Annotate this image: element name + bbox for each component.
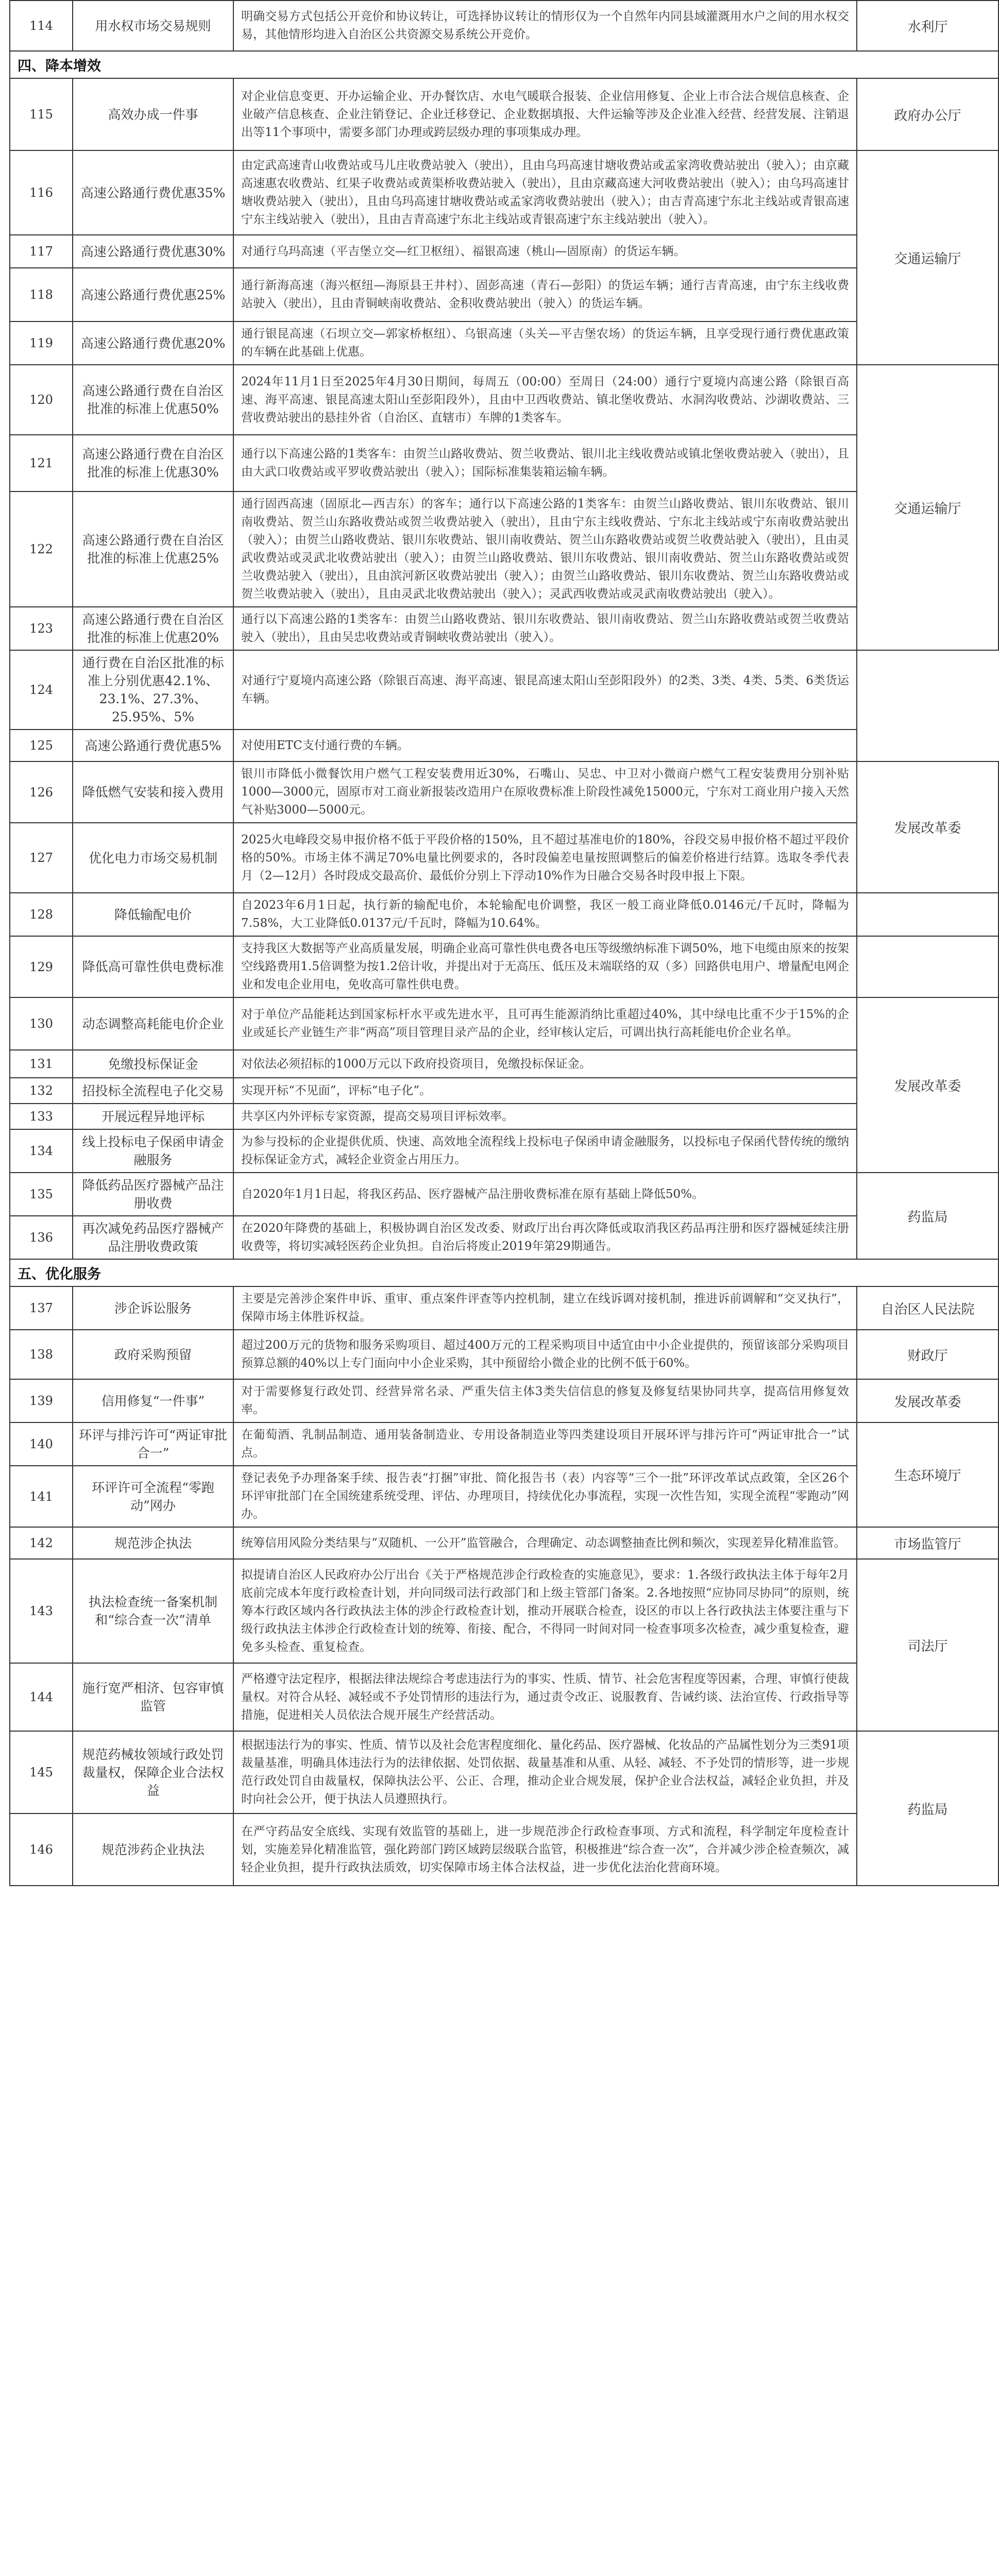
item-number: 126 <box>10 761 73 823</box>
item-number: 119 <box>10 321 73 365</box>
table-row <box>10 1050 998 1078</box>
item-content: 在葡萄酒、乳制品制造、通用装备制造业、专用设备制造业等四类建设项目开展环评与排污许可“两证审批合一”试点。 <box>233 1422 857 1466</box>
section-title: 四、降本增效 <box>10 51 998 78</box>
table-row <box>10 1527 998 1559</box>
table-row <box>10 365 998 435</box>
table-row <box>10 268 998 321</box>
item-content: 统筹信用风险分类结果与“双随机、一公开”监管融合，合理确定、动态调整抽查比例和频次，实现差异化精准监管。 <box>233 1527 857 1559</box>
item-name: 降低药品医疗器械产品注册收费 <box>73 1173 233 1216</box>
item-number: 144 <box>10 1663 73 1731</box>
item-number: 143 <box>10 1559 73 1663</box>
item-content: 明确交易方式包括公开竞价和协议转让，可选择协议转让的情形仅为一个自然年内同县域灌溉用水户之间的用水权交易，其他情形均进入自治区公共资源交易系统公开竞价。 <box>233 1 857 51</box>
table-row <box>10 761 998 823</box>
item-content: 共享区内外评标专家资源，提高交易项目评标效率。 <box>233 1104 857 1129</box>
responsible-department: 交通运输厅 <box>857 150 998 365</box>
responsible-department: 自治区人民法院 <box>857 1286 998 1330</box>
table-row <box>10 492 998 607</box>
table-row <box>10 235 998 268</box>
item-name: 信用修复“一件事” <box>73 1379 233 1422</box>
item-number: 124 <box>10 650 73 730</box>
item-number: 115 <box>10 78 73 150</box>
item-name: 线上投标电子保函申请金融服务 <box>73 1129 233 1173</box>
item-name: 高速公路通行费在自治区批准的标准上优惠30% <box>73 435 233 492</box>
item-number: 114 <box>10 1 73 51</box>
item-number: 121 <box>10 435 73 492</box>
item-number: 133 <box>10 1104 73 1129</box>
item-content: 对使用ETC支付通行费的车辆。 <box>233 730 857 761</box>
responsible-department: 水利厅 <box>857 1 998 51</box>
responsible-department: 财政厅 <box>857 1330 998 1379</box>
item-content: 实现开标“不见面”，评标“电子化”。 <box>233 1078 857 1104</box>
item-content: 严格遵守法定程序，根据法律法规综合考虑违法行为的事实、性质、情节、社会危害程度等因素，合理、审慎行使裁量权。对符合从轻、减轻或不予处罚情形的违法行为，通过责令改正、说服教育、告诫约谈、法治宣传、行政指导等措施，促进相关人员依法合规开展生产经营活动。 <box>233 1663 857 1731</box>
item-number: 137 <box>10 1286 73 1330</box>
item-content: 通行以下高速公路的1类客车：由贺兰山路收费站、银川东收费站、银川南收费站、贺兰山东路收费站或贺兰收费站驶入（驶出），且由吴忠收费站或青铜峡收费站驶出（驶入）。 <box>233 607 857 650</box>
item-number: 128 <box>10 893 73 936</box>
item-name: 免缴投标保证金 <box>73 1050 233 1078</box>
item-content: 通行固西高速（固原北—西吉东）的客车；通行以下高速公路的1类客车：由贺兰山路收费站、银川东收费站、银川南收费站、贺兰山东路收费站或贺兰收费站驶入（驶出），且由宁东主线收费站、宁东北主线站或宁东南收费站驶出（驶入）；由贺兰山路收费站、银川东收费站、银川南收费站、贺兰山东路收费站或贺兰收费站驶入（驶出），且由灵武收费站或灵武北收费站驶出（驶入）；由贺兰山路收费站、银川东收费站、银川南收费站、贺兰山东路收费站或贺兰收费站驶入（驶出），且由滨河新区收费站驶出（驶入）；由贺兰山路收费站、银川东收费站、贺兰山东路收费站或贺兰收费站驶入（驶出），且由灵武北收费站驶出（驶入）；灵武西收费站或灵武南收费站驶出（驶入）。 <box>233 492 857 607</box>
item-number: 138 <box>10 1330 73 1379</box>
item-name: 降低燃气安装和接入费用 <box>73 761 233 823</box>
table-row <box>10 1559 998 1663</box>
table-row <box>10 78 998 150</box>
item-number: 122 <box>10 492 73 607</box>
responsible-department: 药监局 <box>857 1731 998 1886</box>
item-number: 118 <box>10 268 73 321</box>
item-content: 银川市降低小微餐饮用户燃气工程安装费用近30%，石嘴山、吴忠、中卫对小微商户燃气工程安装费用分别补贴1000—3000元，固原市对工商业新报装改造用户在原收费标准上阶段性减免15000元，宁东对工商业用户接入天然气补贴3000—5000元。 <box>233 761 857 823</box>
table-row <box>10 607 998 650</box>
item-content: 对于需要修复行政处罚、经营异常名录、严重失信主体3类失信信息的修复及修复结果协同共享，提高信用修复效率。 <box>233 1379 857 1422</box>
item-name: 高速公路通行费优惠20% <box>73 321 233 365</box>
table-row <box>10 1814 998 1886</box>
item-content: 由定武高速青山收费站或马儿庄收费站驶入（驶出），且由乌玛高速甘塘收费站或孟家湾收费站驶出（驶入）；由京藏高速惠农收费站、红果子收费站或黄渠桥收费站驶入（驶出），且由京藏高速大河收费站驶出（驶入）；由乌玛高速甘塘收费站驶入（驶出），且由乌玛高速甘塘收费站或孟家湾收费站驶出（驶入）；由吉青高速宁东北主线站或青银高速宁东主线站驶入（驶出），且由吉青高速宁东北主线站或青银高速宁东主线站驶出（驶入）。 <box>233 150 857 235</box>
responsible-department: 生态环境厅 <box>857 1422 998 1527</box>
table-row <box>10 1216 998 1259</box>
item-name: 环评与排污许可“两证审批合一” <box>73 1422 233 1466</box>
table-row <box>10 1286 998 1330</box>
item-name: 规范涉药企业执法 <box>73 1814 233 1886</box>
responsible-department: 市场监管厅 <box>857 1527 998 1559</box>
item-content: 2024年11月1日至2025年4月30日期间，每周五（00:00）至周日（24:00）通行宁夏境内高速公路（除银百高速、海平高速、银昆高速太阳山至彭阳段外），且由中卫西收费站、镇北堡收费站、水洞沟收费站、沙湖收费站、三营收费站驶出的悬挂外省（自治区、直辖市）车牌的1类客车。 <box>233 365 857 435</box>
responsible-department <box>857 893 998 936</box>
table-row <box>10 730 998 761</box>
item-name: 规范涉企执法 <box>73 1527 233 1559</box>
item-number: 116 <box>10 150 73 235</box>
item-name: 高速公路通行费优惠5% <box>73 730 233 761</box>
item-name: 优化电力市场交易机制 <box>73 823 233 893</box>
item-name: 招投标全流程电子化交易 <box>73 1078 233 1104</box>
item-content: 自2020年1月1日起，将我区药品、医疗器械产品注册收费标准在原有基础上降低50%。 <box>233 1173 857 1216</box>
table-row <box>10 997 998 1050</box>
table-row <box>10 936 998 997</box>
item-name: 开展远程异地评标 <box>73 1104 233 1129</box>
item-name: 涉企诉讼服务 <box>73 1286 233 1330</box>
item-name: 降低高可靠性供电费标准 <box>73 936 233 997</box>
item-name: 再次减免药品医疗器械产品注册收费政策 <box>73 1216 233 1259</box>
item-content: 对依法必须招标的1000万元以下政府投资项目，免缴投标保证金。 <box>233 1050 857 1078</box>
section-header-row <box>10 51 998 78</box>
item-content: 对企业信息变更、开办运输企业、开办餐饮店、水电气暖联合报装、企业信用修复、企业上市合法合规信息核查、企业破产信息核查、企业注销登记、企业迁移登记、企业数据填报、大件运输等涉及企业准入经营、经营发展、注销退出等11个事项中，需要多部门办理或跨层级办理的事项集成办理。 <box>233 78 857 150</box>
item-number: 129 <box>10 936 73 997</box>
item-content: 通行新海高速（海兴枢纽—海原县王井村）、固彭高速（青石—彭阳）的货运车辆；通行吉青高速，由宁东主线收费站驶入（驶出），且由青铜峡南收费站、金积收费站驶出（驶入）的货运车辆。 <box>233 268 857 321</box>
item-number: 132 <box>10 1078 73 1104</box>
item-name: 高速公路通行费在自治区批准的标准上优惠20% <box>73 607 233 650</box>
item-number: 127 <box>10 823 73 893</box>
section-header-row <box>10 1259 998 1286</box>
table-row <box>10 1 998 51</box>
table-row <box>10 435 998 492</box>
item-number: 140 <box>10 1422 73 1466</box>
table-row <box>10 1173 998 1216</box>
table-row <box>10 1104 998 1129</box>
table-row <box>10 823 998 893</box>
table-row <box>10 1466 998 1527</box>
table-row <box>10 1663 998 1731</box>
item-name: 政府采购预留 <box>73 1330 233 1379</box>
table-row <box>10 321 998 365</box>
item-number: 130 <box>10 997 73 1050</box>
policy-table <box>9 0 999 1886</box>
item-name: 通行费在自治区批准的标准上分别优惠42.1%、23.1%、27.3%、25.95%、5% <box>73 650 233 730</box>
responsible-department: 药监局 <box>857 1173 998 1259</box>
table-row <box>10 1422 998 1466</box>
item-content: 对于单位产品能耗达到国家标杆水平或先进水平，且可再生能源消纳比重超过40%，其中绿电比重不少于15%的企业或延长产业链生产非“两高”项目管理目录产品的企业，经审核认定后，可调出执行高耗能电价企业名单。 <box>233 997 857 1050</box>
item-name: 用水权市场交易规则 <box>73 1 233 51</box>
item-content: 在2020年降费的基础上，积极协调自治区发改委、财政厅出台再次降低或取消我区药品再注册和医疗器械延续注册收费等，将切实减轻医药企业负担。自治后将废止2019年第29期通告。 <box>233 1216 857 1259</box>
item-name: 动态调整高耗能电价企业 <box>73 997 233 1050</box>
item-number: 131 <box>10 1050 73 1078</box>
item-number: 117 <box>10 235 73 268</box>
item-name: 高效办成一件事 <box>73 78 233 150</box>
item-content: 通行以下高速公路的1类客车：由贺兰山路收费站、贺兰收费站、银川北主线收费站或镇北堡收费站驶入（驶出），且由大武口收费站或平罗收费站驶出（驶入）；国际标准集装箱运输车辆。 <box>233 435 857 492</box>
item-name: 高速公路通行费在自治区批准的标准上优惠25% <box>73 492 233 607</box>
table-row <box>10 150 998 235</box>
item-content: 超过200万元的货物和服务采购项目、超过400万元的工程采购项目中适宜由中小企业提供的，预留该部分采购项目预算总额的40%以上专门面向中小企业采购，其中预留给小微企业的比例不低于60%。 <box>233 1330 857 1379</box>
item-number: 135 <box>10 1173 73 1216</box>
item-number: 134 <box>10 1129 73 1173</box>
item-name: 降低输配电价 <box>73 893 233 936</box>
item-content: 支持我区大数据等产业高质量发展，明确企业高可靠性供电费各电压等级缴纳标准下调50%，地下电缆由原来的按架空线路费用1.5倍调整为按1.2倍计收，并提出对于无高压、低压及末端联络的双（多）回路供电用户、增量配电网企业和发电企业用电，免收高可靠性供电费。 <box>233 936 857 997</box>
responsible-department: 司法厅 <box>857 1559 998 1731</box>
item-name: 环评许可全流程“零跑动”网办 <box>73 1466 233 1527</box>
table-row <box>10 1379 998 1422</box>
responsible-department: 政府办公厅 <box>857 78 998 150</box>
item-number: 142 <box>10 1527 73 1559</box>
item-number: 125 <box>10 730 73 761</box>
responsible-department: 发展改革委 <box>857 997 998 1173</box>
item-name: 施行宽严相济、包容审慎监管 <box>73 1663 233 1731</box>
item-name: 高速公路通行费优惠30% <box>73 235 233 268</box>
item-number: 141 <box>10 1466 73 1527</box>
item-content: 在严守药品安全底线、实现有效监管的基础上，进一步规范涉企行政检查事项、方式和流程，科学制定年度检查计划，实施差异化精准监管，强化跨部门跨区域跨层级联合监管，积极推进“综合查一次”，合并减少涉企检查频次，减轻企业负担，提升行政执法质效，切实保障市场主体合法权益，进一步优化法治化营商环境。 <box>233 1814 857 1886</box>
item-name: 高速公路通行费优惠35% <box>73 150 233 235</box>
table-row <box>10 1731 998 1814</box>
item-number: 123 <box>10 607 73 650</box>
item-number: 139 <box>10 1379 73 1422</box>
item-content: 对通行宁夏境内高速公路（除银百高速、海平高速、银昆高速太阳山至彭阳段外）的2类、3类、4类、5类、6类货运车辆。 <box>233 650 857 730</box>
item-name: 规范药械妆领域行政处罚裁量权，保障企业合法权益 <box>73 1731 233 1814</box>
section-title: 五、优化服务 <box>10 1259 998 1286</box>
item-content: 对通行乌玛高速（平吉堡立交—红卫枢纽）、福银高速（桃山—固原南）的货运车辆。 <box>233 235 857 268</box>
item-name: 高速公路通行费在自治区批准的标准上优惠50% <box>73 365 233 435</box>
item-number: 146 <box>10 1814 73 1886</box>
item-content: 主要是完善涉企案件申诉、重审、重点案件评查等内控机制，建立在线诉调对接机制，推进诉前调解和“交叉执行”，保障市场主体胜诉权益。 <box>233 1286 857 1330</box>
item-content: 登记表免予办理备案手续、报告表“打捆”审批、简化报告书（表）内容等“三个一批”环评改革试点政策，全区26个环评审批部门在全国统建系统受理、评估、办理项目，持续优化办事流程，实现一次性告知，实现全流程“零跑动”网办。 <box>233 1466 857 1527</box>
responsible-department <box>857 936 998 997</box>
item-name: 高速公路通行费优惠25% <box>73 268 233 321</box>
item-name: 执法检查统一备案机制和“综合查一次”清单 <box>73 1559 233 1663</box>
item-number: 120 <box>10 365 73 435</box>
table-row <box>10 1078 998 1104</box>
item-content: 拟提请自治区人民政府办公厅出台《关于严格规范涉企行政检查的实施意见》，要求：1.各级行政执法主体于每年2月底前完成本年度行政检查计划，并向同级司法行政部门和上级主管部门备案。2.各地按照“应协同尽协同”的原则，统筹本行政区域内各行政执法主体的涉企行政检查计划，推动开展联合检查，设区的市以上各行政执法主体要注重与下级行政执法主体涉企行政检查计划的统筹、衔接、配合，不得同一时间对同一检查事项多次检查，减少重复检查，避免多头检查、重复检查。 <box>233 1559 857 1663</box>
responsible-department: 发展改革委 <box>857 1379 998 1422</box>
table-row <box>10 1129 998 1173</box>
item-content: 自2023年6月1日起，执行新的输配电价，本轮输配电价调整，我区一般工商业降低0.0146元/千瓦时，降幅为7.58%，大工业降低0.0137元/千瓦时，降幅为10.64%。 <box>233 893 857 936</box>
responsible-department: 交通运输厅 <box>857 365 998 650</box>
table-row <box>10 650 998 730</box>
item-number: 136 <box>10 1216 73 1259</box>
item-content: 通行银昆高速（石坝立交—郭家桥枢纽）、乌银高速（头关—平吉堡农场）的货运车辆，且享受现行通行费优惠政策的车辆在此基础上优惠。 <box>233 321 857 365</box>
item-content: 根据违法行为的事实、性质、情节以及社会危害程度细化、量化药品、医疗器械、化妆品的产品属性划分为三类91项裁量基准，明确具体违法行为的法律依据、处罚依据、裁量基准和从重、从轻、减轻、不予处罚的情形等，进一步规范行政处罚自由裁量权，保障执法公平、公正、合理，推动企业合规发展，保护企业合法权益，减轻企业负担，并及时向社会公开，便于执法人员遵照执行。 <box>233 1731 857 1814</box>
policy-list-document <box>9 0 990 1886</box>
item-content: 为参与投标的企业提供优质、快速、高效地全流程线上投标电子保函申请金融服务，以投标电子保函代替传统的缴纳投标保证金方式，减轻企业资金占用压力。 <box>233 1129 857 1173</box>
table-row <box>10 1330 998 1379</box>
item-number: 145 <box>10 1731 73 1814</box>
responsible-department: 发展改革委 <box>857 761 998 893</box>
item-content: 2025火电峰段交易申报价格不低于平段价格的150%，且不超过基准电价的180%，谷段交易申报价格不超过平段价格的50%。市场主体不满足70%电量比例要求的，各时段偏差电量按照调整后的偏差价格进行结算。选取冬季代表月（2—12月）各时段成交最高价、最低价分别上下浮动10%作为日融合交易各时段申报上下限。 <box>233 823 857 893</box>
table-row <box>10 893 998 936</box>
